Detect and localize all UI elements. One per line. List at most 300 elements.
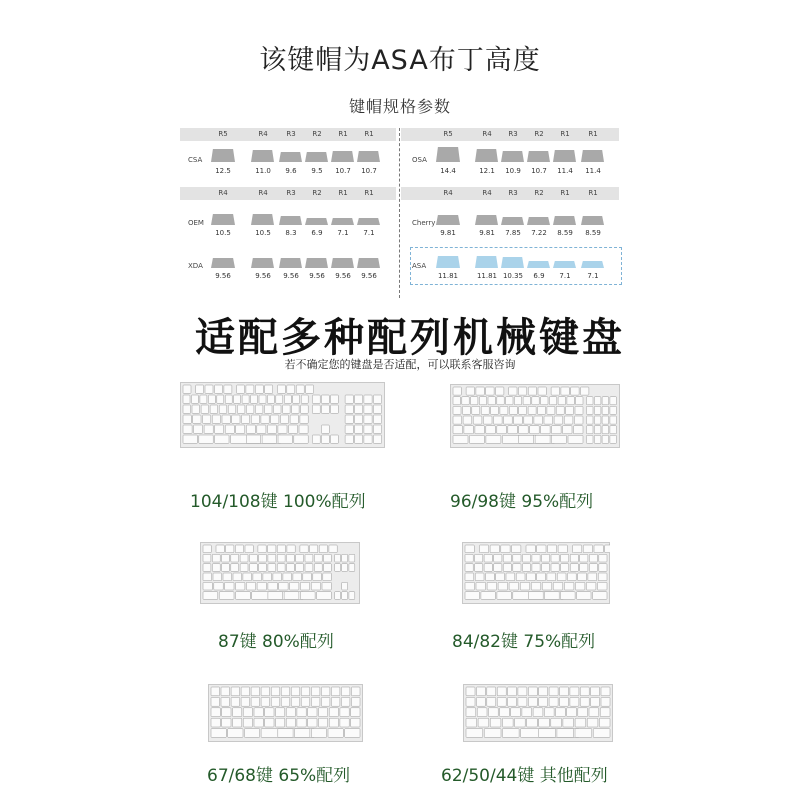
keyboard-full (180, 382, 385, 448)
key (488, 708, 498, 717)
key (318, 718, 327, 727)
key (497, 592, 512, 600)
key (231, 697, 240, 706)
key (183, 435, 197, 443)
key (600, 708, 610, 717)
key (560, 687, 569, 696)
key (226, 545, 234, 553)
keycap-xda (357, 258, 380, 268)
key (580, 697, 589, 706)
key (203, 582, 212, 590)
key (508, 687, 517, 696)
key (349, 554, 355, 562)
key (566, 406, 574, 414)
key (490, 545, 499, 553)
key (476, 687, 485, 696)
key (273, 405, 281, 413)
key (528, 697, 537, 706)
key (329, 545, 337, 553)
key (276, 395, 283, 403)
key (294, 435, 308, 443)
key (563, 718, 574, 727)
profile-label: XDA (188, 262, 203, 270)
keycap-osa (553, 150, 576, 162)
spec-value: 9.6 (285, 167, 297, 175)
key (453, 406, 461, 414)
keyboard-ninety-six (450, 384, 620, 448)
key (300, 415, 308, 423)
key (473, 416, 482, 424)
key (318, 708, 327, 717)
key (246, 582, 255, 590)
key (541, 397, 548, 405)
key (243, 573, 252, 581)
key (311, 687, 320, 696)
key (279, 582, 288, 590)
key (215, 425, 224, 433)
key (212, 415, 220, 423)
key (601, 697, 610, 706)
keycap-cherry (553, 216, 576, 225)
key (225, 582, 234, 590)
key (570, 697, 579, 706)
key (541, 426, 551, 434)
row-header: R2 (312, 189, 322, 197)
key (296, 385, 304, 393)
key (476, 697, 485, 706)
key (466, 387, 474, 395)
key (277, 564, 285, 572)
key (246, 425, 255, 433)
keycap-cherry (475, 215, 498, 225)
key (341, 687, 350, 696)
key (522, 708, 532, 717)
key (290, 582, 299, 590)
key (342, 592, 348, 600)
key (205, 385, 213, 393)
key (490, 718, 501, 727)
spec-value: 10.7 (361, 167, 377, 175)
key (364, 415, 372, 423)
key (542, 564, 550, 572)
keycap-cherry (436, 215, 460, 225)
keycap-osa (527, 151, 550, 162)
key (286, 554, 294, 562)
key (561, 554, 569, 562)
key (575, 718, 586, 727)
key (231, 687, 240, 696)
key (216, 545, 224, 553)
key (221, 687, 230, 696)
key (556, 708, 566, 717)
key (308, 718, 317, 727)
key (322, 582, 331, 590)
layout-label: 67/68键 65%配列 (207, 766, 351, 786)
key (560, 697, 569, 706)
keycap-xda (331, 258, 354, 268)
key (453, 387, 461, 395)
key (547, 573, 556, 581)
key (544, 416, 553, 424)
row-header: R5 (218, 130, 228, 138)
spec-value: 7.1 (363, 229, 375, 237)
note-text: 若不确定您的键盘是否适配，可以联系客服咨询 (284, 358, 516, 371)
key (203, 592, 218, 600)
key (532, 564, 540, 572)
key (225, 425, 234, 433)
asa-highlight-box (410, 247, 622, 285)
key (183, 405, 191, 413)
key (553, 582, 563, 590)
key (602, 435, 609, 443)
key (313, 573, 322, 581)
key (472, 406, 480, 414)
key (268, 592, 283, 600)
key (277, 385, 285, 393)
key (479, 545, 488, 553)
key (241, 697, 250, 706)
row-header: R4 (258, 189, 268, 197)
keycap-csa (211, 149, 235, 162)
key (481, 592, 496, 600)
key (539, 729, 556, 738)
key (594, 416, 601, 424)
key (475, 573, 484, 581)
key (342, 564, 348, 572)
keycap-csa (279, 152, 302, 162)
key (300, 592, 315, 600)
key (567, 708, 577, 717)
spec-value: 6.9 (533, 272, 545, 280)
key (319, 545, 327, 553)
key (503, 564, 511, 572)
key (210, 405, 218, 413)
keycap-oem (357, 218, 380, 225)
key (537, 545, 546, 553)
key (253, 573, 262, 581)
key (280, 415, 288, 423)
key (373, 395, 381, 403)
key (547, 545, 556, 553)
key (329, 708, 338, 717)
row-header: R4 (258, 130, 268, 138)
key (497, 687, 506, 696)
key (293, 395, 300, 403)
key (545, 592, 560, 600)
key (219, 592, 234, 600)
key (268, 582, 277, 590)
page-title: 该键帽为ASA布丁高度 (259, 45, 541, 76)
key (183, 385, 191, 393)
key (267, 395, 274, 403)
key (212, 554, 220, 562)
key (465, 554, 473, 562)
key (278, 729, 293, 738)
key (602, 426, 609, 434)
layout-label: 96/98键 95%配列 (450, 492, 594, 512)
key (486, 387, 494, 395)
key (453, 397, 460, 405)
key (281, 697, 290, 706)
key (465, 564, 473, 572)
key (453, 416, 462, 424)
key (522, 564, 530, 572)
key (287, 545, 295, 553)
spec-value: 6.9 (311, 229, 323, 237)
key (236, 425, 245, 433)
key (564, 582, 574, 590)
profile-label: Cherry (412, 219, 436, 227)
key (594, 435, 601, 443)
key (244, 729, 259, 738)
key (192, 405, 200, 413)
keyboard-sixty-five (208, 684, 363, 742)
key (242, 395, 249, 403)
key (215, 385, 223, 393)
layout-label: 62/50/44键 其他配列 (441, 766, 608, 786)
key (331, 395, 339, 403)
key (212, 564, 220, 572)
layout-label: 87键 80%配列 (218, 632, 334, 652)
spec-value: 10.35 (502, 272, 524, 280)
key (465, 592, 480, 600)
key (475, 426, 485, 434)
key (567, 573, 576, 581)
key (211, 718, 220, 727)
key (484, 564, 492, 572)
spec-value: 12.5 (215, 167, 231, 175)
key (312, 395, 320, 403)
key (518, 387, 526, 395)
key (567, 397, 574, 405)
key (528, 387, 536, 395)
key (267, 425, 276, 433)
key (317, 592, 332, 600)
key (341, 697, 350, 706)
key (261, 687, 270, 696)
key (219, 405, 227, 413)
key (211, 687, 220, 696)
key (287, 385, 295, 393)
key (296, 554, 304, 562)
spec-value: 7.85 (505, 229, 521, 237)
key (530, 426, 540, 434)
key (364, 395, 372, 403)
key (586, 397, 593, 405)
key (486, 435, 501, 443)
key (573, 545, 582, 553)
key (345, 729, 360, 738)
key (222, 708, 231, 717)
spec-value: 11.81 (437, 272, 459, 280)
keycap-osa (475, 149, 498, 162)
key (494, 554, 502, 562)
key (283, 573, 292, 581)
key (506, 573, 515, 581)
key (271, 697, 280, 706)
key (246, 435, 260, 443)
spec-value: 10.5 (255, 229, 271, 237)
row-header: R2 (534, 189, 544, 197)
key (594, 406, 601, 414)
key (552, 426, 562, 434)
spec-value: 9.56 (309, 272, 325, 280)
key (246, 385, 254, 393)
spec-value: 8.3 (285, 229, 297, 237)
key (263, 573, 272, 581)
row-header: R1 (364, 189, 374, 197)
key (222, 564, 230, 572)
key (496, 387, 504, 395)
key (321, 687, 330, 696)
key (602, 416, 609, 424)
key (463, 416, 472, 424)
key (502, 729, 519, 738)
key (233, 708, 242, 717)
key (475, 554, 483, 562)
key (291, 687, 300, 696)
key (610, 426, 617, 434)
key (222, 718, 231, 727)
key (576, 397, 583, 405)
key (597, 582, 607, 590)
key (466, 697, 475, 706)
key (466, 729, 483, 738)
key (498, 582, 508, 590)
key (610, 416, 617, 424)
spec-value: 10.5 (215, 229, 231, 237)
key (241, 415, 249, 423)
key (364, 435, 372, 443)
key (183, 395, 190, 403)
key (462, 397, 469, 405)
key (464, 426, 474, 434)
key (335, 592, 341, 600)
row-header: R3 (286, 130, 296, 138)
key (583, 545, 592, 553)
key (301, 697, 310, 706)
key (345, 395, 353, 403)
row-header: R4 (482, 189, 492, 197)
row-header: R2 (312, 130, 322, 138)
key (277, 554, 285, 562)
row-header: R1 (560, 130, 570, 138)
key (594, 397, 601, 405)
key (570, 564, 578, 572)
key (522, 554, 530, 562)
key (487, 697, 496, 706)
key (290, 415, 298, 423)
key (200, 395, 207, 403)
key (329, 718, 338, 727)
key (488, 397, 495, 405)
key (373, 415, 381, 423)
key (478, 718, 489, 727)
keycap-oem (211, 214, 235, 225)
key (561, 592, 576, 600)
key (476, 582, 486, 590)
key (262, 435, 276, 443)
key (524, 416, 533, 424)
spec-value: 14.4 (440, 167, 456, 175)
key (538, 406, 546, 414)
key (484, 554, 492, 562)
key (276, 718, 285, 727)
key (516, 573, 525, 581)
key (311, 582, 320, 590)
key (232, 415, 240, 423)
row-header: R1 (338, 130, 348, 138)
key (519, 426, 529, 434)
key (465, 545, 474, 553)
layout-label: 104/108键 100%配列 (190, 492, 366, 512)
key (222, 415, 230, 423)
key (349, 592, 355, 600)
key (497, 397, 504, 405)
key (306, 385, 314, 393)
key (568, 435, 583, 443)
key (271, 687, 280, 696)
key (301, 687, 310, 696)
row-header: R4 (482, 130, 492, 138)
key (340, 718, 349, 727)
keyboard-seventy-five (462, 542, 610, 604)
key (520, 582, 530, 590)
key (228, 405, 236, 413)
key (251, 415, 259, 423)
key (235, 545, 243, 553)
key (554, 416, 563, 424)
key (208, 395, 215, 403)
key (556, 406, 564, 414)
row-header: R1 (364, 130, 374, 138)
spec-value: 9.81 (440, 229, 456, 237)
spec-value: 12.1 (479, 167, 495, 175)
key (355, 415, 363, 423)
key (526, 545, 535, 553)
key (496, 573, 505, 581)
key (518, 687, 527, 696)
key (314, 564, 322, 572)
key (575, 406, 583, 414)
key (591, 697, 600, 706)
key (295, 729, 310, 738)
spec-subtitle: 键帽规格参数 (348, 97, 451, 116)
key (558, 397, 565, 405)
key (529, 592, 544, 600)
key (586, 435, 593, 443)
keycap-xda (305, 258, 328, 268)
key (224, 385, 232, 393)
key (538, 387, 546, 395)
key (355, 405, 363, 413)
key (203, 564, 211, 572)
spec-value: 7.1 (559, 272, 571, 280)
key (245, 545, 253, 553)
keycap-xda (279, 258, 302, 268)
key (537, 573, 546, 581)
key (551, 554, 559, 562)
key (300, 582, 309, 590)
key (249, 564, 257, 572)
key (323, 573, 332, 581)
key (345, 405, 353, 413)
key (580, 687, 589, 696)
key (211, 697, 220, 706)
key (500, 708, 510, 717)
key (321, 405, 329, 413)
spec-value: 11.0 (255, 167, 271, 175)
